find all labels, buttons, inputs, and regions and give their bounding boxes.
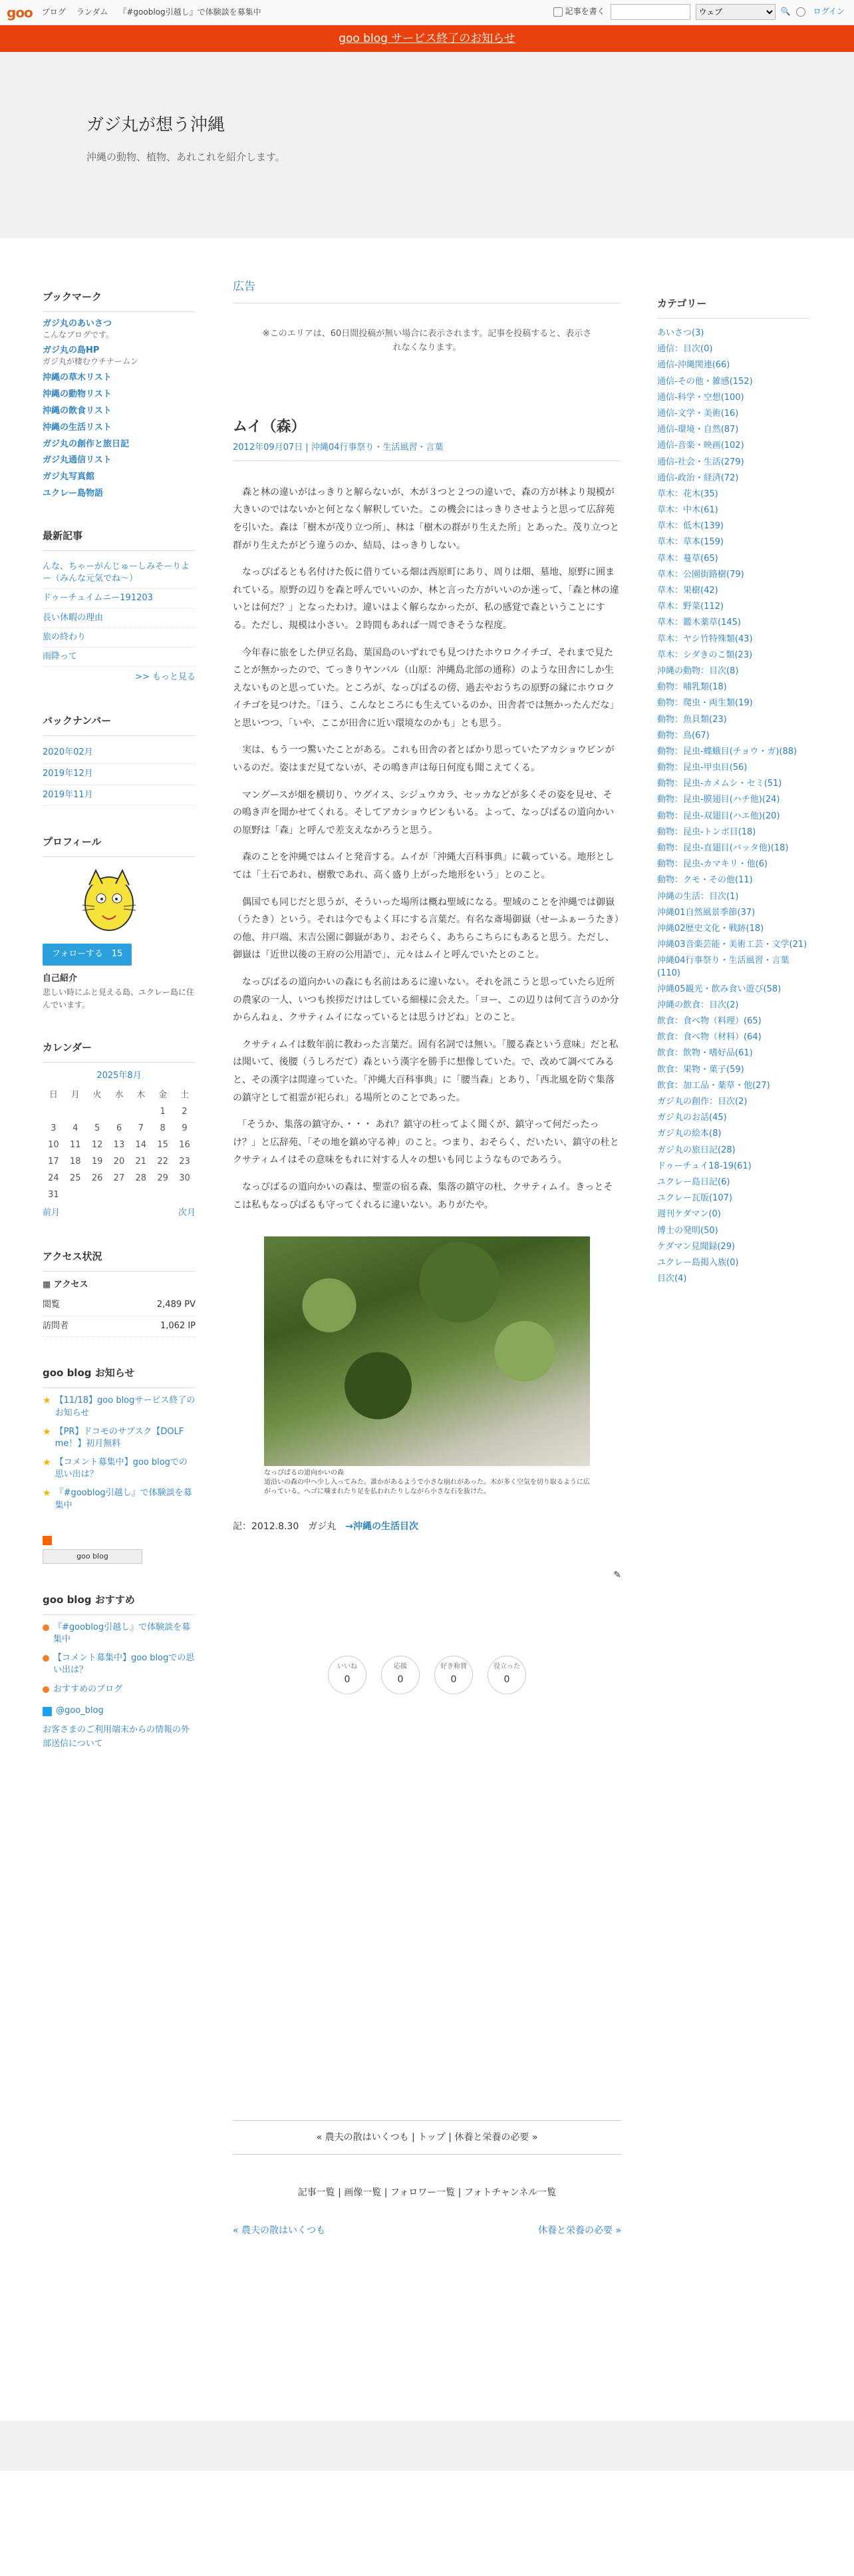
recommend-link[interactable]: おすすめのブログ <box>53 1684 123 1694</box>
footer-links[interactable]: 記事一覧 | 画像一覧 | フォロワー一覧 | フォトチャンネル一覧 <box>297 2187 557 2199</box>
entry-paragraph: 偶国でも同じだと思うが、そういった場所は概ね聖域になる。聖域のことを沖縄では御嶽（うたき）という。それは今でもよく耳にする言葉だ。有名な斎場御嶽（せーふぁーうたき）の他、井戸端、末吉公園に御嶽があり、おそらく、あちらこちらにもあると思う。ただし、御嶽は「近世以後の王府の公用語で」、元々はムイと呼んでいたとのこと。 <box>233 896 619 961</box>
category-link[interactable]: 動物：鳥(67) <box>657 730 710 741</box>
bookmark-link[interactable]: ガジ丸写真館 <box>43 472 95 482</box>
star-icon: ★ <box>43 1426 51 1437</box>
bookmark-item <box>43 488 196 500</box>
category-link[interactable]: 草木：果樹(42) <box>657 586 718 596</box>
category-link[interactable]: ユクレー島日記(6) <box>657 1177 730 1187</box>
category-link[interactable]: 動物：魚貝類(23) <box>657 714 727 725</box>
entry-paragraph: 森と林の違いがはっきりと解らないが、木が３つと２つの違いで、森の方が林より規模が大きいのではないかと何となく解釈していた。この機会にはっきりさせようと思って広辞苑を引いた。森は「樹木が茂り立つ所」、林は「樹木の群がり生えた所」とあった。茂り立つと群がり生えたがどう違うのか、結局、はっきりしない。 <box>233 486 619 551</box>
topbar-right <box>553 4 845 20</box>
calendar-day[interactable]: 26 <box>91 1173 103 1184</box>
entry-pager[interactable]: « 農夫の散はいくつも | トップ | 休養と栄養の必要 » <box>233 2120 621 2155</box>
category-link[interactable]: ガジ丸の創作：目次(2) <box>657 1097 748 1107</box>
goo-logo[interactable]: goo <box>7 4 33 21</box>
calendar-day[interactable]: 4 <box>72 1123 78 1134</box>
photo-caption: なっぴばるの道向かいの森 道沿いの森の中へ少し入ってみた。誰かがあるようで小さな崩れがあった。木が多く空気を切り取るように広がっている。ヘゴに噛まれたり足を払われたりしながら小さな石を抜けた。 <box>264 1469 590 1496</box>
pencil-icon <box>553 7 563 17</box>
reaction-count: 0 <box>450 1674 457 1685</box>
calendar-day[interactable]: 19 <box>91 1157 103 1167</box>
category-link[interactable]: 沖縄の飲食：目次(2) <box>657 1000 739 1010</box>
category-link[interactable]: 草木：花木(35) <box>657 488 718 499</box>
category-link[interactable]: 飲食：食べ物（材料）(64) <box>657 1032 762 1043</box>
category-link[interactable]: 飲食：果物・菓子(59) <box>657 1064 744 1075</box>
entry-paragraph: 今年春に旅をした伊豆名島、葉国島のいずれでも見つけたホウロクイチゴ、それまで見たことが無かったので、てっきりヤンバル（山原：沖縄島北部の通称）のような田舎にしか生えないものと思っていた。ところが、なっぴばるの傍、過去やおうちの原野の縁にホウロクイチゴを見つけた。「ほう、こんなところにも生えているのか、田舎者では無かったんだな」と思いつつ、「いや、ここが田舎に近い環境なのかも」とも思う。 <box>233 647 619 729</box>
category-link[interactable]: 草木：鑑木薬草(145) <box>657 618 741 628</box>
reaction-count: 0 <box>344 1674 351 1685</box>
search-icon[interactable]: 🔍 <box>780 7 791 17</box>
calendar-weekday: 日 <box>49 1090 58 1101</box>
category-link[interactable]: 通信：目次(0) <box>657 344 713 355</box>
entry-meta[interactable]: 2012年09月07日 | 沖縄04行事祭り・生活風習・言葉 <box>233 441 621 461</box>
entry-signature: 記：2012.8.30 ガジ丸 →沖縄の生活目次 <box>233 1521 418 1533</box>
category-link[interactable]: 草木：低木(139) <box>657 521 724 532</box>
calendar-day <box>174 1187 196 1204</box>
calendar-day[interactable]: 28 <box>135 1173 147 1184</box>
category-link[interactable]: 飲食：飲物・嗜好品(61) <box>657 1048 753 1059</box>
calendar-day[interactable]: 18 <box>69 1157 81 1167</box>
category-link[interactable]: 通信-音楽・映画(102) <box>657 441 744 451</box>
access-heading: アクセス状況 <box>43 1244 196 1272</box>
entry-title[interactable]: ムイ（森） <box>233 418 306 435</box>
calendar-weekday: 土 <box>180 1090 190 1101</box>
calendar-day <box>65 1187 86 1204</box>
category-link[interactable]: 動物：昆虫-直翅目(バッタ他)(18) <box>657 843 789 853</box>
category-link[interactable]: 目次(4) <box>657 1274 687 1284</box>
goo-notice-item <box>43 1487 196 1511</box>
category-link[interactable]: 草木：シダきのこ類(23) <box>657 649 753 660</box>
recommend-item <box>43 1652 196 1676</box>
category-link[interactable]: 動物：昆虫-甲虫目(56) <box>657 763 748 773</box>
reaction-button[interactable] <box>488 1656 526 1694</box>
twitter-icon <box>43 1707 52 1716</box>
recommend-heading: goo blog おすすめ <box>43 1588 196 1615</box>
calendar-next-link[interactable]: 次月 <box>178 1208 196 1218</box>
main-content <box>233 278 621 2238</box>
right-sidebar <box>657 291 810 1287</box>
new-article-link[interactable]: 旅の終わり <box>43 628 196 647</box>
twitter-link[interactable]: @goo_blog <box>56 1705 104 1716</box>
entry-paragraph: マングースが畑を横切り、ウグイス、シジュウカラ、セッカなどが多くその姿を見せ、その鳴き声を聞かせてくれる。そしてアカショウビンもいる。よって、なっぴばるの道向かいの原野は「森」と呼んで差支えなかろうと思う。 <box>233 789 615 836</box>
access-value: 2,489 PV <box>156 1299 196 1310</box>
topbar-link-campaign[interactable]: 『#gooblog引越し』で体験談を募集中 <box>118 7 261 17</box>
category-link[interactable]: 通信-沖縄関連(66) <box>657 360 730 371</box>
category-link[interactable]: 草木：草本(159) <box>657 537 724 548</box>
entry-paragraph: なっぴばるの道向かいの森は、聖霊の宿る森、集落の鎮守の杜、クサティムイ。きっとそこは私もなっぴばるも守ってくれるに違いない。ありがたや。 <box>233 1181 613 1210</box>
calendar-day <box>152 1187 174 1204</box>
ad-label: 広告 <box>233 278 621 303</box>
calendar-day[interactable]: 8 <box>160 1123 166 1134</box>
category-link[interactable]: 動物：クモ・その他(11) <box>657 875 753 886</box>
access-key: 訪問者 <box>43 1320 69 1331</box>
bookmark-link[interactable]: ガジ丸の創作と旅日記 <box>43 439 130 449</box>
goo-notice-link[interactable]: 【PR】ドコモのサブスク【DOLF me！】初月無料 <box>55 1426 184 1449</box>
goo-notice-heading: goo blog お知らせ <box>43 1361 196 1388</box>
reaction-buttons <box>233 1656 621 1694</box>
calendar-day[interactable]: 1 <box>160 1107 166 1117</box>
calendar-day[interactable]: 12 <box>91 1140 103 1151</box>
category-link[interactable]: 沖縄04行事祭り・生活風習・言葉(110) <box>657 956 789 978</box>
entry-paragraph: 「そうか、集落の鎮守か、・・・ あれ？鎮守の杜ってよく聞くが、鎮守って何だったっけ？」と広辞苑、「その地を鎮め守る神」のこと。つまり、おそらく、だいたい、鎮守の杜とクサティムイはその意味をもれに対する人々の想いも同じようなものであろう。 <box>233 1119 619 1166</box>
page-footer <box>0 2421 854 2471</box>
calendar-day <box>108 1187 130 1204</box>
calendar-month: 2025年8月 <box>96 1071 142 1081</box>
recommend-item <box>43 1684 196 1696</box>
blog-description: 沖縄の動物、植物、あれこれを紹介します。 <box>86 150 285 163</box>
category-link[interactable]: 動物：昆虫-カメムシ・セミ(51) <box>657 779 782 789</box>
calendar-day <box>43 1104 65 1121</box>
follow-button[interactable]: フォローする 15 <box>43 944 132 966</box>
calendar-day[interactable]: 27 <box>113 1173 125 1184</box>
category-link[interactable]: 通信-社会・生活(279) <box>657 457 744 467</box>
category-link[interactable]: 動物：昆虫-トンボ目(18) <box>657 827 756 837</box>
blog-title[interactable]: ガジ丸が想う沖縄 <box>86 115 225 135</box>
calendar-day <box>65 1104 86 1121</box>
bookmark-link[interactable]: ユクレー島物語 <box>43 488 104 499</box>
calendar-day <box>86 1187 108 1204</box>
reaction-button[interactable] <box>328 1656 366 1694</box>
category-link[interactable]: 動物：昆虫-カマキリ・他(6) <box>657 859 768 870</box>
category-link[interactable]: 博士の発明(50) <box>657 1225 718 1236</box>
category-link[interactable]: 飲食：食べ物（料理）(65) <box>657 1016 762 1027</box>
calendar-day[interactable]: 7 <box>138 1123 144 1134</box>
calendar-day[interactable]: 20 <box>113 1157 125 1167</box>
star-icon: ★ <box>43 1488 51 1499</box>
category-link[interactable]: 動物：爬虫・両生類(19) <box>657 698 753 709</box>
star-icon: ★ <box>43 1395 51 1407</box>
calendar-day[interactable]: 3 <box>51 1123 57 1134</box>
reaction-label: いいね <box>337 1662 357 1670</box>
calendar-day[interactable]: 29 <box>157 1173 168 1184</box>
external-transmission-link[interactable]: お客さまのご利用端末からの情報の外部送信について <box>43 1724 190 1749</box>
calendar-day[interactable]: 5 <box>94 1123 100 1134</box>
forest-photo[interactable] <box>264 1236 590 1466</box>
new-article-link[interactable]: 雨降って <box>43 647 196 667</box>
bookmark-link[interactable]: ガジ丸のあいさつ <box>43 319 112 329</box>
bookmark-item <box>43 345 196 367</box>
life-index-link[interactable]: →沖縄の生活目次 <box>345 1521 418 1533</box>
category-link[interactable]: 草木：公園街路樹(79) <box>657 569 744 580</box>
edit-pencil-icon[interactable]: ✎ <box>613 1569 621 1580</box>
bookmark-item <box>43 472 196 483</box>
category-link[interactable]: 通信-その他・雑感(152) <box>657 376 753 387</box>
category-link[interactable]: 通信-文学・美術(16) <box>657 408 739 419</box>
category-link[interactable]: ガジ丸の旅日記(28) <box>657 1145 736 1155</box>
access-value: 1,062 IP <box>160 1320 196 1331</box>
calendar-day[interactable]: 9 <box>182 1123 188 1134</box>
backnumber-heading: バックナンバー <box>43 709 196 736</box>
entry-paragraph: クサティムイは数年前に教わった言葉だ。固有名詞では無い。「腰る森という意味」だと私は聞いて、後腰（うしろだて）森という漢字を勝手に想像していた。で、改めて調べてみると、その漢字は間違っていた。「沖縄大百科事典」に「腰当森」とあり、「西北風を防ぐ集落の鎮守として祖霊が祀られ」る場所とのことであった。 <box>233 1039 619 1103</box>
new-article-link[interactable]: ドゥーチュイムニー191203 <box>43 589 196 608</box>
bullet-icon <box>43 1686 49 1693</box>
calendar-day[interactable]: 24 <box>48 1173 59 1184</box>
profile-label: 自己紹介 <box>43 974 78 984</box>
category-link[interactable]: 草木：ヤシ竹特殊類(43) <box>657 634 753 644</box>
category-link[interactable]: 動物：哺乳類(18) <box>657 682 727 693</box>
reaction-count: 0 <box>503 1674 510 1685</box>
bookmark-item <box>43 455 196 466</box>
category-link[interactable]: ユクレー瓦版(107) <box>657 1193 732 1204</box>
goo-notice-link[interactable]: 『#gooblog引越し』で体験談を募集中 <box>55 1488 192 1511</box>
bookmark-link[interactable]: ガジ丸通信リスト <box>43 455 112 466</box>
access-row <box>43 1295 196 1316</box>
goo-notice-item <box>43 1457 196 1481</box>
calendar-weekday: 木 <box>136 1090 146 1101</box>
goo-notice-link[interactable]: 【11/18】goo blogサービス終了のお知らせ <box>55 1395 196 1418</box>
left-sidebar <box>43 285 196 1775</box>
category-link[interactable]: 沖縄02歴史文化・戦跡(18) <box>657 923 764 934</box>
calendar-day[interactable]: 14 <box>135 1140 147 1151</box>
write-article-link[interactable]: 記事を書く <box>553 5 605 18</box>
blog-header <box>0 52 854 238</box>
category-link[interactable]: 沖縄05観光・飲み食い遊び(58) <box>657 984 782 994</box>
top-bar <box>0 0 854 25</box>
ad-note: ※このエリアは、60日間投稿が無い場合に表示されます。記事を投稿すると、表示されなくなります。 <box>262 329 592 353</box>
reaction-label: 応援 <box>394 1662 407 1670</box>
category-link[interactable]: 沖縄01自然風景季節(37) <box>657 907 756 918</box>
entry-body <box>233 484 621 1214</box>
new-articles-heading: 最新記事 <box>43 524 196 551</box>
calendar-weekday: 金 <box>158 1090 168 1101</box>
bookmark-item <box>43 423 196 434</box>
calendar-day[interactable]: 15 <box>157 1140 168 1151</box>
calendar-day[interactable]: 21 <box>135 1157 147 1167</box>
bookmark-link[interactable]: ガジ丸の島HP <box>43 345 100 356</box>
bookmark-item <box>43 319 196 340</box>
new-article-link[interactable]: 長い休暇の理由 <box>43 609 196 628</box>
category-link[interactable]: 沖縄の動物：目次(8) <box>657 665 739 676</box>
more-articles-link[interactable]: >> もっと見る <box>135 672 196 683</box>
bookmark-item <box>43 406 196 417</box>
bookmark-heading: ブックマーク <box>43 285 196 312</box>
category-link[interactable]: 動物：昆虫-双翅目(ハエ他)(20) <box>657 811 780 821</box>
calendar-day[interactable]: 11 <box>69 1140 81 1151</box>
bookmark-link[interactable]: 沖縄の草木リスト <box>43 372 112 383</box>
backnumber-link[interactable]: 2020年02月 <box>43 743 196 764</box>
calendar-heading: カレンダー <box>43 1035 196 1063</box>
category-link[interactable]: ユクレー島掲入族(0) <box>657 1257 739 1268</box>
bookmark-item <box>43 439 196 451</box>
calendar-day[interactable]: 13 <box>113 1140 125 1151</box>
bookmark-item <box>43 389 196 401</box>
search-input[interactable] <box>611 4 690 20</box>
access-row <box>43 1316 196 1338</box>
goo-notice-item <box>43 1395 196 1419</box>
login-link[interactable]: ログイン <box>813 7 845 17</box>
entry-paragraph: なっぴばるとも名付けた仮に借りている畑は西原町にあり、周りは畑、墓地、原野に囲まれている。原野の辺りを森と呼んでいいのか、林と言った方がいいのか迷って、「森と林の違いとは何だ？」となったわけ。違いはよく解らなかったが、私の感覚で森ということにする。ただし、規模は小さい。２時間もあれば一周できそうな程度。 <box>233 567 619 631</box>
bookmark-item <box>43 373 196 384</box>
category-heading: カテゴリー <box>657 291 810 319</box>
service-end-notice <box>0 25 854 52</box>
topbar-link-random[interactable]: ランダム <box>76 7 108 17</box>
category-link[interactable]: 草木：野菜(112) <box>657 602 724 612</box>
calendar-day[interactable]: 6 <box>116 1123 122 1134</box>
profile-avatar[interactable] <box>69 864 149 937</box>
category-link[interactable]: ドゥーチュイ18-19(61) <box>657 1161 752 1171</box>
calendar-day[interactable]: 17 <box>48 1157 59 1167</box>
category-link[interactable]: 飲食：加工品・薬草・他(27) <box>657 1080 770 1091</box>
category-link[interactable]: 通信-政治・経済(72) <box>657 472 739 483</box>
bookmark-link[interactable]: 沖縄の生活リスト <box>43 422 112 433</box>
bookmark-desc: ガジ丸が棲むウチナームン <box>43 357 139 367</box>
calendar-day[interactable]: 30 <box>179 1173 190 1184</box>
service-end-link[interactable]: goo blog サービス終了のお知らせ <box>339 32 515 45</box>
goo-notice-link[interactable]: 【コメント募集中】goo blogでの思い出は？ <box>55 1457 188 1480</box>
entry-paragraph: なっぴばるの道向かいの森にも名前はあるに違いない。それを訊こうと思っていたら近所の農家の一人、いつも挨拶だけはしている細様に会えた。「ヨー、この辺りは何て言うのか分からんねぇ、クサティムイになっているとは思うけどね」とのこと。 <box>233 977 619 1023</box>
user-icon <box>796 7 805 17</box>
category-link[interactable]: 週刊ケダマン(0) <box>657 1209 721 1220</box>
recommend-link[interactable]: 『#gooblog引越し』で体験談を募集中 <box>53 1622 191 1645</box>
recommend-item <box>43 1622 196 1646</box>
recommend-link[interactable]: 【コメント募集中】goo blogでの思い出は？ <box>53 1653 195 1676</box>
calendar-day[interactable]: 16 <box>179 1140 190 1151</box>
category-link[interactable]: 草木：蔓草(65) <box>657 553 718 564</box>
goo-notice-item <box>43 1426 196 1450</box>
next-entry-link[interactable]: 休養と栄養の必要 » <box>537 2225 621 2236</box>
calendar-day[interactable]: 31 <box>48 1190 59 1200</box>
category-link[interactable]: 草木：中木(61) <box>657 505 718 516</box>
category-link[interactable]: ガジ丸のお話(45) <box>657 1113 727 1123</box>
category-link[interactable]: 動物：昆虫-膜翅目(ハチ他)(24) <box>657 795 780 805</box>
calendar-weekday: 火 <box>92 1090 102 1101</box>
bookmark-desc: こんなブログです。 <box>43 329 114 339</box>
goo-blog-badge[interactable]: goo blog <box>43 1549 142 1564</box>
calendar-day[interactable]: 25 <box>69 1173 81 1184</box>
calendar-day <box>130 1104 152 1121</box>
backnumber-link[interactable]: 2019年12月 <box>43 764 196 785</box>
category-link[interactable]: 通信-科学・空想(100) <box>657 392 744 403</box>
profile-heading: プロフィール <box>43 830 196 857</box>
category-link[interactable]: ガジ丸の絵本(8) <box>657 1129 722 1139</box>
access-key: 閲覧 <box>43 1299 61 1310</box>
bullet-icon <box>43 1624 49 1631</box>
calendar-weekday: 月 <box>71 1090 80 1101</box>
rss-icon[interactable] <box>43 1536 52 1545</box>
category-link[interactable]: あいさつ(3) <box>657 328 704 338</box>
calendar-day <box>130 1187 152 1204</box>
bookmark-link[interactable]: 沖縄の飲食リスト <box>43 405 112 416</box>
calendar-weekday: 水 <box>114 1090 124 1101</box>
chart-icon: ▦ <box>43 1279 51 1290</box>
calendar-day[interactable]: 2 <box>182 1107 188 1117</box>
calendar-day[interactable]: 23 <box>179 1157 190 1167</box>
entry-paragraph: 実は、もう一つ驚いたことがある。これも田舎の者とばかり思っていたアカショウビンがいるのだ。姿はまだ見てないが、その鳴き声は毎日何度も聞こえてくる。 <box>233 745 615 774</box>
calendar-prev-link[interactable]: 前月 <box>43 1208 61 1218</box>
bookmark-link[interactable]: 沖縄の動物リスト <box>43 389 112 399</box>
calendar-day <box>108 1104 130 1121</box>
reaction-count: 0 <box>397 1674 404 1685</box>
new-article-link[interactable]: んな、ちゃーがんじゅーしみそーりよー（みんな元気でね〜） <box>43 558 196 589</box>
entry-paragraph: 森のことを沖縄ではムイと発音する。ムイが「沖縄大百科事典」に載っている。地形としては「土石であれ、樹敷であれ、高く盛り上がった地形をいう」とのこと。 <box>233 852 615 881</box>
star-icon: ★ <box>43 1457 51 1469</box>
backnumber-link[interactable]: 2019年11月 <box>43 785 196 807</box>
search-scope-select[interactable] <box>696 4 776 20</box>
reaction-button[interactable] <box>434 1656 473 1694</box>
calendar-day[interactable]: 10 <box>48 1140 59 1151</box>
prev-entry-link[interactable]: « 農夫の散はいくつも <box>233 2225 326 2236</box>
calendar-day <box>86 1104 108 1121</box>
category-link[interactable]: 沖縄の生活：目次(1) <box>657 891 739 902</box>
calendar-table <box>43 1087 196 1204</box>
reaction-label: 役立った <box>494 1662 520 1670</box>
category-link[interactable]: 沖縄03音楽芸能・美術工芸・文学(21) <box>657 940 807 950</box>
reaction-label: 好き称賛 <box>440 1662 467 1670</box>
calendar-day[interactable]: 22 <box>157 1157 168 1167</box>
category-link[interactable]: ケダマン見聞録(29) <box>657 1241 736 1252</box>
topbar-link-blog[interactable]: ブログ <box>41 7 66 17</box>
profile-text: 悲しい時にふと見える島、ユクレー島に住んでいます。 <box>43 988 195 1010</box>
category-link[interactable]: 通信-環境・自然(87) <box>657 425 739 435</box>
reaction-button[interactable] <box>381 1656 420 1694</box>
category-link[interactable]: 動物：昆虫-蝶蛾目(チョウ・ガ)(88) <box>657 746 797 757</box>
bullet-icon <box>43 1655 49 1662</box>
access-subheading: アクセス <box>53 1279 88 1290</box>
